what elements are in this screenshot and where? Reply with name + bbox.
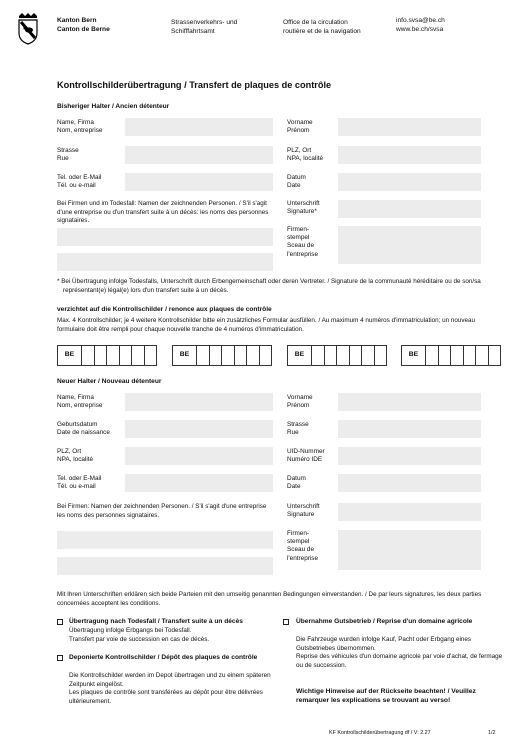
previous-postcode-field[interactable] <box>338 146 481 164</box>
canton-name: Kanton Bern Canton de Berne <box>57 17 110 33</box>
previous-firstname-label: Vorname Prénom <box>287 119 313 135</box>
office-name-fr: Office de la circulation routière et de la navigation <box>283 19 361 35</box>
previous-signatory-name-2[interactable] <box>57 253 273 271</box>
previous-stamp-label: Firmen- stempel Sceau de l'entreprise <box>287 226 319 258</box>
previous-contact-label: Tel. oder E-Mail Tél. ou e-mail <box>57 174 102 190</box>
death-transfer-title: Übertragung nach Todesfall / Transfert suite à un décès <box>69 618 243 625</box>
form-id: KF Kontrollschilderübertragung df / V: 2.27 <box>329 730 431 736</box>
new-signature-label: Unterschrift Signature <box>287 503 320 519</box>
previous-footnote: * Bei Übertragung infolge Todesfalls, Unterschrift durch Erbengemeinschaft oder deren Vertreter. / Signature de la communauté héréditaire ou de son/sa représentant(e) légal(e) lors d'un transfert suite à un décès. <box>57 278 481 294</box>
plate-prefix: BE <box>402 346 426 365</box>
new-name-label: Name, Firma Nom, entreprise <box>57 394 103 410</box>
new-postcode-field[interactable] <box>125 447 273 465</box>
new-company-note: Bei Firmen: Namen der zeichnenden Personen. / S'il s'agit d'une entreprise les noms des personnes signataires. <box>57 503 267 519</box>
contact-info: info.svsa@be.ch www.be.ch/svsa <box>396 17 445 33</box>
new-date-field[interactable] <box>338 474 481 492</box>
previous-signature-field[interactable] <box>338 200 481 218</box>
previous-name-field[interactable] <box>125 118 273 136</box>
new-date-label: Datum Date <box>287 475 306 491</box>
deposit-plates-title: Deponierte Kontrollschilder / Dépôt des plaques de contrôle <box>69 654 258 661</box>
new-street-label: Strasse Rue <box>287 421 309 437</box>
new-stamp-label: Firmen- stempel Sceau de l'entreprise <box>287 530 319 562</box>
previous-date-label: Datum Date <box>287 174 306 190</box>
plate-number-2[interactable] <box>172 345 272 366</box>
new-birthdate-field[interactable] <box>125 420 273 438</box>
previous-contact-field[interactable] <box>125 173 273 191</box>
previous-firstname-field[interactable] <box>338 118 481 136</box>
new-signatory-name-2[interactable] <box>57 557 273 575</box>
page-number: 1/2 <box>488 730 496 736</box>
plate-number-4[interactable] <box>401 345 501 366</box>
page-title: Kontrollschilderübertragung / Transfert de plaques de contrôle <box>57 80 332 90</box>
deposit-plates-text: Die Kontrollschilder werden im Depot übertragen und zu einem späteren Zeitpunkt eingelöst. Les plaques de contrôle sont transférées au dépôt pour être délivrées ultérieurement. <box>69 672 271 705</box>
new-name-field[interactable] <box>125 393 273 411</box>
previous-postcode-label: PLZ, Ort NPA, localité <box>287 147 324 163</box>
new-contact-label: Tel. oder E-Mail Tél. ou e-mail <box>57 475 102 491</box>
plate-prefix: BE <box>173 346 197 365</box>
important-notice: Wichtige Hinweise auf der Rückseite beachten! / Veuillez remarquer les explications se trouvant au verso! <box>296 688 476 705</box>
plate-number-3[interactable] <box>287 345 387 366</box>
new-postcode-label: PLZ, Ort NPA, localité <box>57 448 94 464</box>
new-holder-heading: Neuer Halter / Nouveau détenteur <box>57 378 162 385</box>
plate-number-1[interactable] <box>57 345 157 366</box>
previous-street-label: Strasse Rue <box>57 147 79 163</box>
new-firstname-label: Vorname Prénom <box>287 394 313 410</box>
previous-stamp-field[interactable] <box>338 226 481 264</box>
plates-heading: verzichtet auf die Kontrollschilder / renonce aux plaques de contrôle <box>57 306 272 313</box>
new-street-field[interactable] <box>338 420 481 438</box>
previous-name-label: Name, Firma Nom, entreprise <box>57 119 103 135</box>
agreement-text: Mit Ihren Unterschriften erklären sich beide Parteien mit den umseitig genannten Bedingungen einverstanden. / De par leurs signatures, les deux parties concernées acceptent les conditions. <box>57 591 482 607</box>
new-signature-field[interactable] <box>338 503 481 521</box>
previous-street-field[interactable] <box>125 146 273 164</box>
farm-takeover-checkbox[interactable] <box>283 619 289 625</box>
canton-bern-logo <box>18 13 38 45</box>
previous-company-note: Bei Firmen und im Todesfall: Namen der zeichnenden Personen. / S'il s'agit d'une entreprise ou d'un transfert suite à un décès: les noms des personnes signataires. <box>57 200 269 224</box>
farm-takeover-title: Übernahme Gutsbetrieb / Reprise d'un domaine agricole <box>296 618 473 625</box>
death-transfer-checkbox[interactable] <box>57 619 63 625</box>
previous-holder-heading: Bisheriger Halter / Ancien détenteur <box>57 103 170 110</box>
new-firstname-field[interactable] <box>338 393 481 411</box>
death-transfer-text: Übertragung infolge Erbgangs bei Todesfall. Transfert par voie de succession en cas de décès. <box>69 627 210 643</box>
plates-instructions: Max. 4 Kontrollschilder; je 4 weitere Kontrollschilder bitte ein zusätzliches Formular ausfüllen. / Au maximum 4 numéros d'immatriculation; un nouveau formulaire doit être rempli pour chaque nouvelle tranche de 4 numéros d'immatriculation. <box>57 317 476 333</box>
deposit-plates-checkbox[interactable] <box>57 655 63 661</box>
farm-takeover-text: Die Fahrzeuge wurden infolge Kauf, Pacht oder Erbgang eines Gutsbetriebes übernommen. Reprise des véhicules d'un domaine agricole par voie d'achat, de fermage ou de succession. <box>296 636 503 669</box>
previous-signatory-name-1[interactable] <box>57 228 273 246</box>
plate-prefix: BE <box>288 346 312 365</box>
new-signatory-name-1[interactable] <box>57 531 273 549</box>
previous-signature-label: Unterschrift Signature* <box>287 200 320 216</box>
new-uid-label: UID-Nummer Numéro IDE <box>287 448 325 464</box>
new-stamp-field[interactable] <box>338 530 481 570</box>
plate-prefix: BE <box>58 346 82 365</box>
previous-date-field[interactable] <box>338 173 481 191</box>
new-birthdate-label: Geburtsdatum Date de naissance <box>57 421 110 437</box>
new-uid-field[interactable] <box>338 447 481 465</box>
new-contact-field[interactable] <box>125 474 273 492</box>
office-name-de: Strassenverkehrs- und Schifffahrtsamt <box>171 19 238 35</box>
